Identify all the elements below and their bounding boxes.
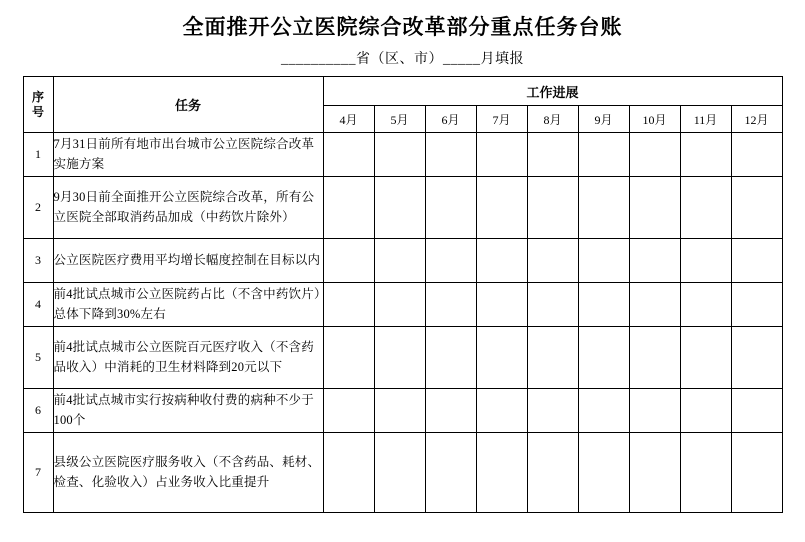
progress-cell[interactable] — [629, 389, 680, 433]
progress-cell[interactable] — [527, 433, 578, 513]
progress-cell[interactable] — [578, 133, 629, 177]
progress-cell[interactable] — [476, 433, 527, 513]
column-header-month-12: 12月 — [731, 106, 782, 133]
column-header-progress: 工作进展 — [323, 77, 782, 106]
progress-cell[interactable] — [731, 133, 782, 177]
progress-cell[interactable] — [680, 133, 731, 177]
table-row — [23, 327, 782, 389]
progress-cell[interactable] — [527, 133, 578, 177]
progress-cell[interactable] — [476, 283, 527, 327]
progress-cell[interactable] — [323, 283, 374, 327]
progress-cell[interactable] — [374, 239, 425, 283]
progress-cell[interactable] — [578, 327, 629, 389]
row-sequence: 7 — [23, 433, 53, 513]
table-row — [23, 177, 782, 239]
progress-cell[interactable] — [425, 239, 476, 283]
page-subtitle: __________省（区、市）_____月填报 — [281, 52, 524, 68]
progress-cell[interactable] — [476, 133, 527, 177]
progress-cell[interactable] — [323, 389, 374, 433]
progress-cell[interactable] — [629, 133, 680, 177]
progress-cell[interactable] — [323, 133, 374, 177]
progress-cell[interactable] — [578, 177, 629, 239]
progress-cell[interactable] — [731, 433, 782, 513]
progress-cell[interactable] — [629, 177, 680, 239]
progress-cell[interactable] — [578, 433, 629, 513]
column-header-month-9: 9月 — [578, 106, 629, 133]
progress-cell[interactable] — [374, 327, 425, 389]
progress-cell[interactable] — [425, 433, 476, 513]
progress-cell[interactable] — [731, 239, 782, 283]
row-task-text: 9月30日前全面推开公立医院综合改革，所有公立医院全部取消药品加成（中药饮片除外） — [53, 177, 323, 239]
progress-cell[interactable] — [731, 177, 782, 239]
row-task-text: 前4批试点城市公立医院百元医疗收入（不含药品收入）中消耗的卫生材料降到20元以下 — [53, 327, 323, 389]
row-sequence: 3 — [23, 239, 53, 283]
progress-cell[interactable] — [680, 239, 731, 283]
column-header-month-11: 11月 — [680, 106, 731, 133]
progress-cell[interactable] — [527, 283, 578, 327]
progress-cell[interactable] — [680, 283, 731, 327]
progress-cell[interactable] — [374, 389, 425, 433]
column-header-task: 任务 — [53, 77, 323, 133]
progress-cell[interactable] — [731, 283, 782, 327]
progress-cell[interactable] — [374, 133, 425, 177]
task-ledger-table — [23, 76, 783, 513]
row-task-text: 公立医院医疗费用平均增长幅度控制在目标以内 — [53, 239, 323, 283]
progress-cell[interactable] — [425, 389, 476, 433]
row-sequence: 4 — [23, 283, 53, 327]
progress-cell[interactable] — [425, 177, 476, 239]
progress-cell[interactable] — [629, 283, 680, 327]
progress-cell[interactable] — [680, 433, 731, 513]
page-title: 全面推开公立医院综合改革部分重点任务台账 — [182, 15, 623, 39]
row-task-text: 7月31日前所有地市出台城市公立医院综合改革实施方案 — [53, 133, 323, 177]
table-row — [23, 283, 782, 327]
progress-cell[interactable] — [476, 389, 527, 433]
progress-cell[interactable] — [425, 283, 476, 327]
progress-cell[interactable] — [731, 327, 782, 389]
table-row — [23, 433, 782, 513]
column-header-month-6: 6月 — [425, 106, 476, 133]
progress-cell[interactable] — [374, 177, 425, 239]
progress-cell[interactable] — [629, 433, 680, 513]
progress-cell[interactable] — [527, 239, 578, 283]
column-header-sequence — [23, 77, 53, 133]
row-sequence: 1 — [23, 133, 53, 177]
progress-cell[interactable] — [476, 239, 527, 283]
progress-cell[interactable] — [323, 327, 374, 389]
progress-cell[interactable] — [323, 433, 374, 513]
document-page — [0, 14, 805, 542]
column-header-month-5: 5月 — [374, 106, 425, 133]
progress-cell[interactable] — [476, 327, 527, 389]
sequence-header-line1: 序 — [31, 89, 44, 104]
progress-cell[interactable] — [323, 239, 374, 283]
row-sequence: 5 — [23, 327, 53, 389]
sequence-header-line2: 号 — [31, 104, 44, 119]
column-header-month-4: 4月 — [323, 106, 374, 133]
progress-cell[interactable] — [578, 283, 629, 327]
table-row — [23, 389, 782, 433]
column-header-month-8: 8月 — [527, 106, 578, 133]
progress-cell[interactable] — [578, 389, 629, 433]
progress-cell[interactable] — [323, 177, 374, 239]
progress-cell[interactable] — [578, 239, 629, 283]
progress-cell[interactable] — [629, 327, 680, 389]
progress-cell[interactable] — [629, 239, 680, 283]
row-task-text: 县级公立医院医疗服务收入（不含药品、耗材、检查、化验收入）占业务收入比重提升 — [53, 433, 323, 513]
column-header-month-10: 10月 — [629, 106, 680, 133]
row-sequence: 6 — [23, 389, 53, 433]
progress-cell[interactable] — [680, 389, 731, 433]
progress-cell[interactable] — [680, 177, 731, 239]
table-row — [23, 239, 782, 283]
progress-cell[interactable] — [527, 177, 578, 239]
progress-cell[interactable] — [527, 389, 578, 433]
progress-cell[interactable] — [425, 327, 476, 389]
row-task-text: 前4批试点城市实行按病种收付费的病种不少于100个 — [53, 389, 323, 433]
table-header-row-1 — [23, 77, 782, 106]
progress-cell[interactable] — [527, 327, 578, 389]
column-header-month-7: 7月 — [476, 106, 527, 133]
progress-cell[interactable] — [425, 133, 476, 177]
row-sequence: 2 — [23, 177, 53, 239]
progress-cell[interactable] — [374, 433, 425, 513]
progress-cell[interactable] — [476, 177, 527, 239]
progress-cell[interactable] — [731, 389, 782, 433]
table-row — [23, 133, 782, 177]
progress-cell[interactable] — [680, 327, 731, 389]
row-task-text: 前4批试点城市公立医院药占比（不含中药饮片）总体下降到30%左右 — [53, 283, 323, 327]
progress-cell[interactable] — [374, 283, 425, 327]
